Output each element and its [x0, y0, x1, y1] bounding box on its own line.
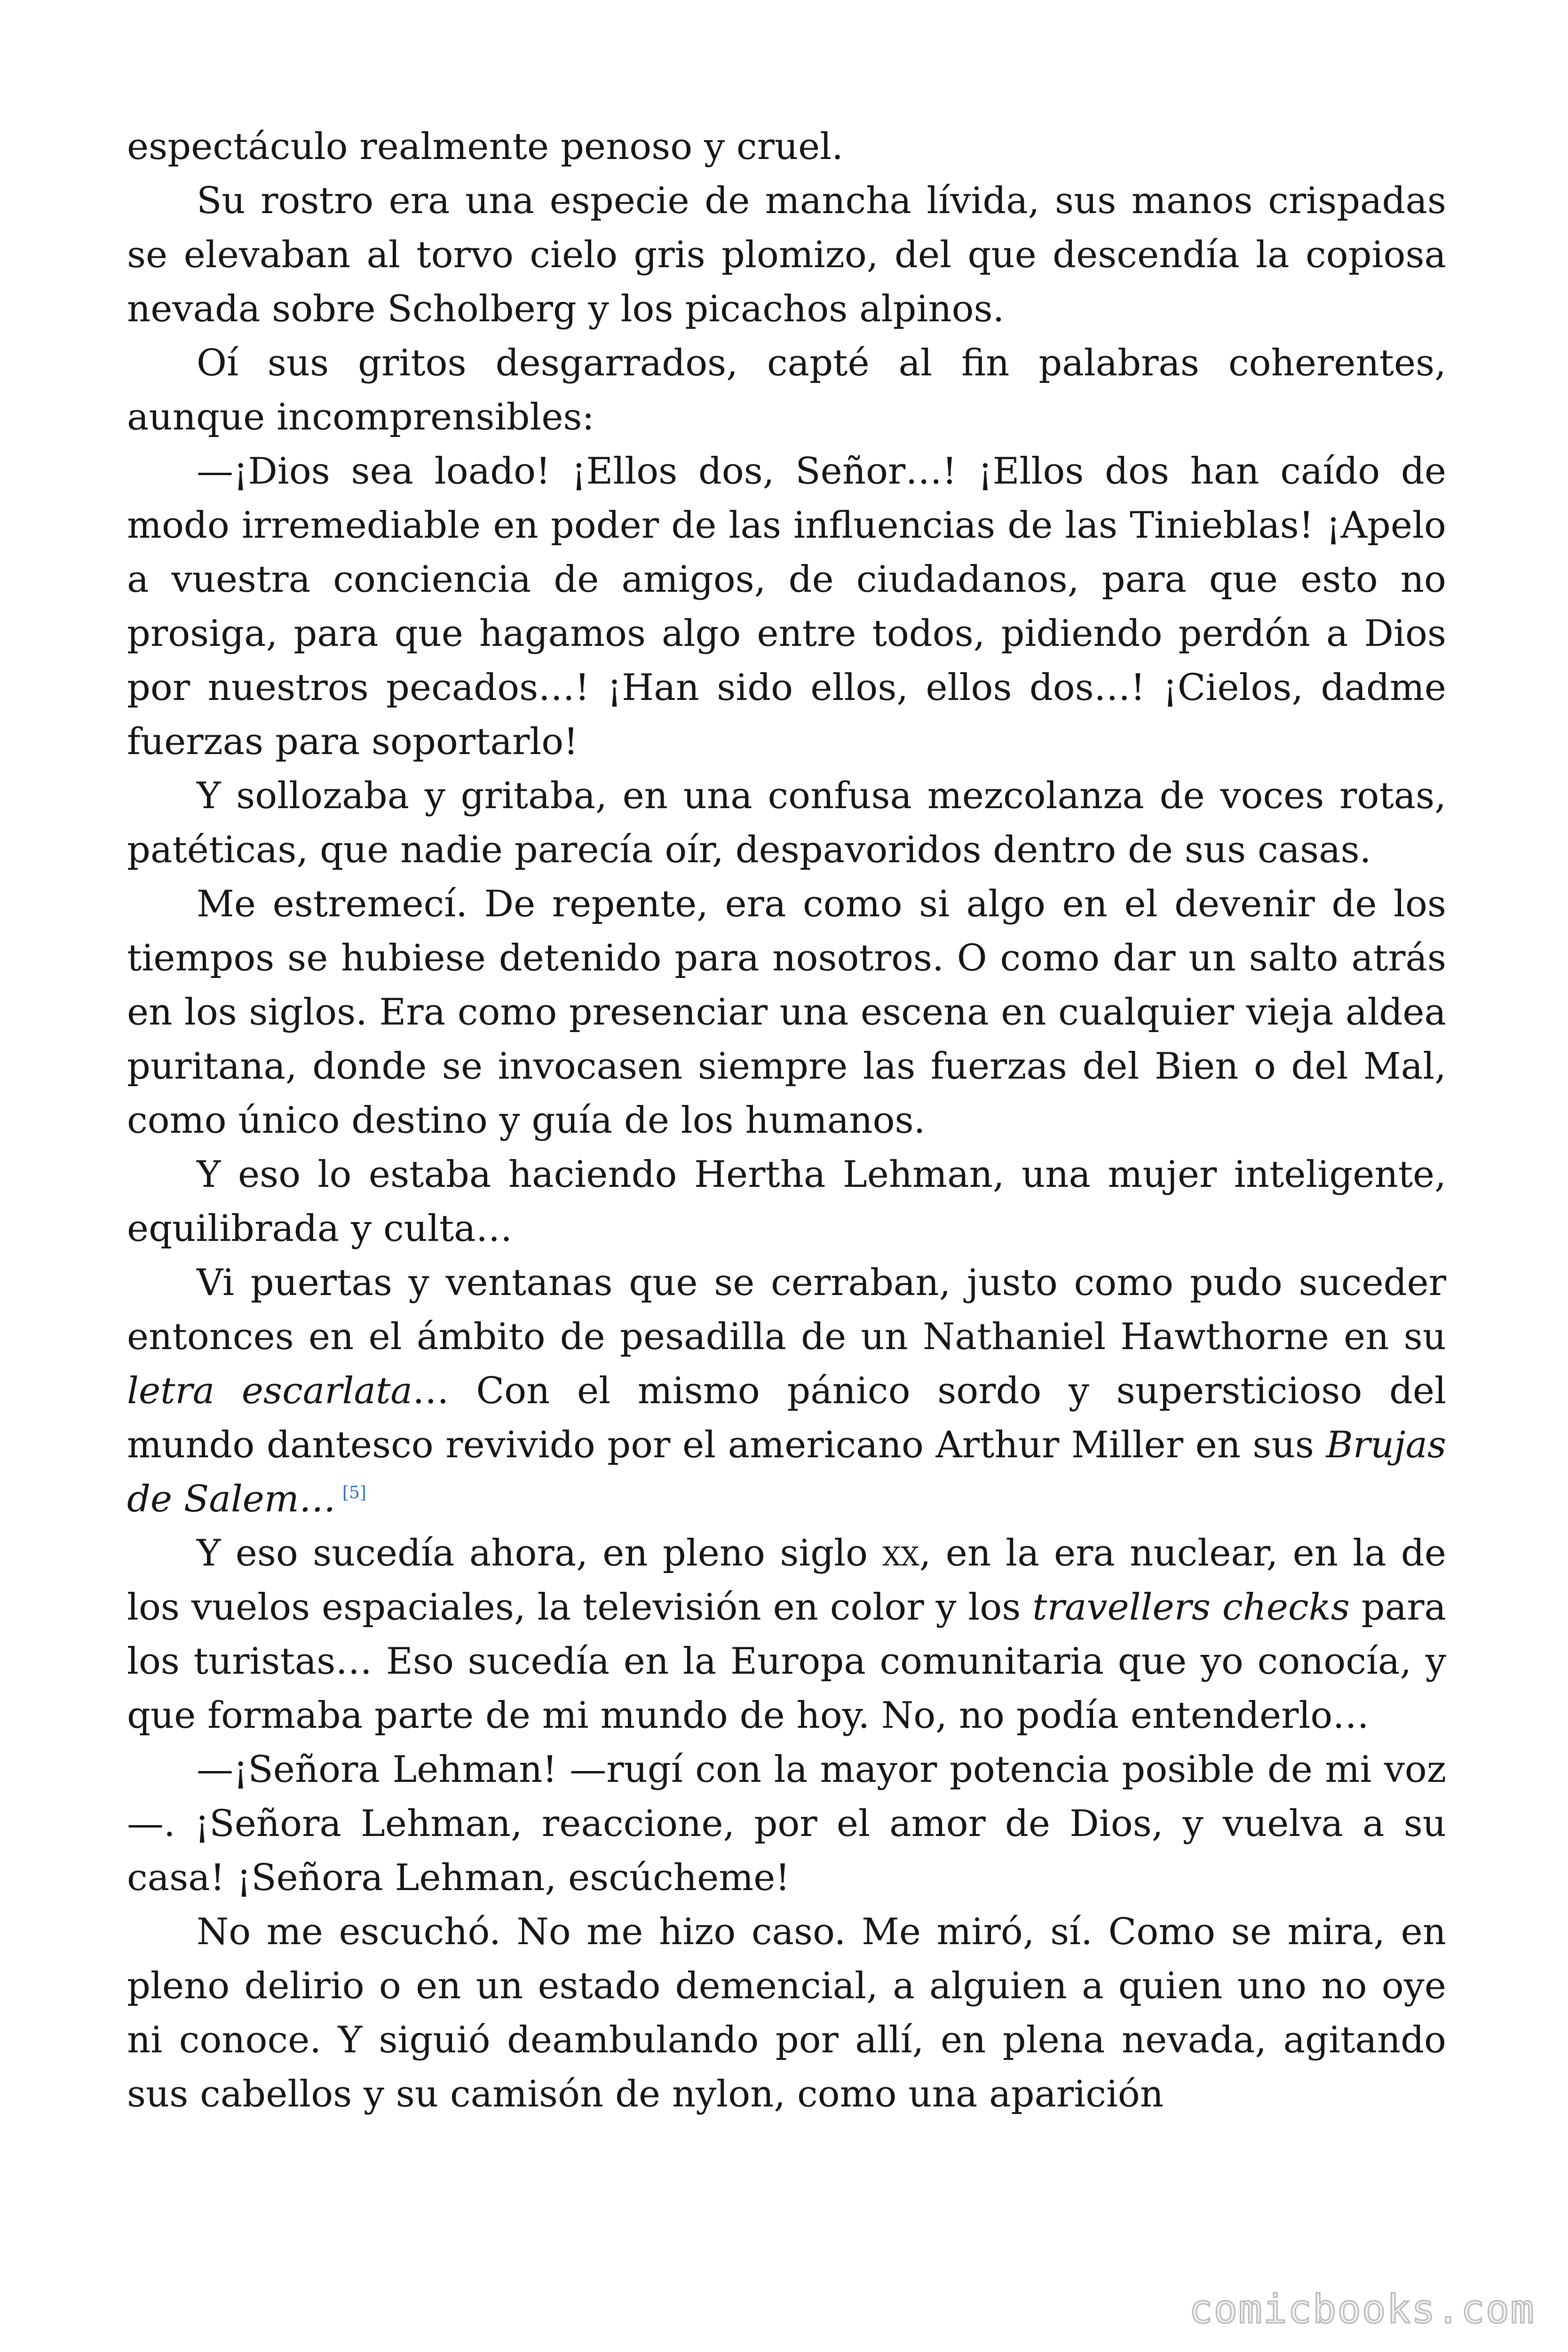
paragraph-4: —¡Dios sea loado! ¡Ellos dos, Señor…! ¡Ellos dos han caído de modo irremediable en poder de las influencias de las Tinieblas! ¡Apelo a vuestra conciencia de amigos, de ciudadanos, para que esto no prosiga, para que hagamos algo entre todos, pidiendo perdón a Dios por nuestros pecados…! ¡Han sido ellos, ellos dos…! ¡Cielos, dadme fuerzas para soportarlo! — [127, 450, 1446, 763]
italic-title-brujas-de-salem: Brujas de Salem… — [127, 1424, 1446, 1520]
paragraph-9: Y eso sucedía ahora, en pleno siglo xx, en la era nuclear, en la de los vuelos espaciales, la televisión en color y los travellers checks para los turistas… Eso sucedía en la Europa comunitaria que yo conocía, y que formaba parte de mi mundo de hoy. No, no podía entenderlo… — [127, 1532, 1446, 1737]
paragraph-2: Su rostro era una especie de mancha lívida, sus manos crispadas se elevaban al torvo cielo gris plomizo, del que descendía la copiosa nevada sobre Scholberg y los picachos alpinos. — [127, 180, 1446, 330]
paragraph-7: Y eso lo estaba haciendo Hertha Lehman, una mujer inteligente, equilibrada y culta… — [127, 1153, 1446, 1250]
footnote-reference-link[interactable]: [5] — [342, 1483, 366, 1502]
paragraph-6: Me estremecí. De repente, era como si algo en el devenir de los tiempos se hubiese detenido para nosotros. O como dar un salto atrás en los siglos. Era como presenciar una escena en cualquier vieja aldea puritana, donde se invocasen siempre las fuerzas del Bien o del Mal, como único destino y guía de los humanos. — [127, 883, 1446, 1142]
italic-term-travellers-checks: travellers checks — [1032, 1586, 1350, 1629]
book-page-text — [127, 120, 1446, 2122]
century-numeral: xx — [882, 1532, 919, 1574]
watermark-text: comicbooks.com — [1188, 2286, 1535, 2332]
paragraph-5: Y sollozaba y gritaba, en una confusa mezcolanza de voces rotas, patéticas, que nadie parecía oír, despavoridos dentro de sus casas. — [127, 775, 1446, 871]
paragraph-10: —¡Señora Lehman! —rugí con la mayor potencia posible de mi voz—. ¡Señora Lehman, reaccione, por el amor de Dios, y vuelva a su casa! ¡Señora Lehman, escúcheme! — [127, 1748, 1446, 1899]
paragraph-8: Vi puertas y ventanas que se cerraban, justo como pudo suceder entonces en el ámbito de pesadilla de un Nathaniel Hawthorne en su letra escarlata… Con el mismo pánico sordo y supersticioso del mundo dantesco revivido por el americano Arthur Miller en sus Brujas de Salem… [5] — [127, 1262, 1446, 1520]
paragraph-3: Oí sus gritos desgarrados, capté al fin palabras coherentes, aunque incomprensibles: — [127, 342, 1446, 438]
italic-title-letra-escarlata: letra escarlata — [127, 1370, 412, 1412]
paragraph-11: No me escuchó. No me hizo caso. Me miró, sí. Como se mira, en pleno delirio o en un estado demencial, a alguien a quien uno no oye ni conoce. Y siguió deambulando por allí, en plena nevada, agitando sus cabellos y su camisón de nylon, como una aparición — [127, 1911, 1446, 2115]
paragraph-1: espectáculo realmente penoso y cruel. — [127, 126, 844, 168]
